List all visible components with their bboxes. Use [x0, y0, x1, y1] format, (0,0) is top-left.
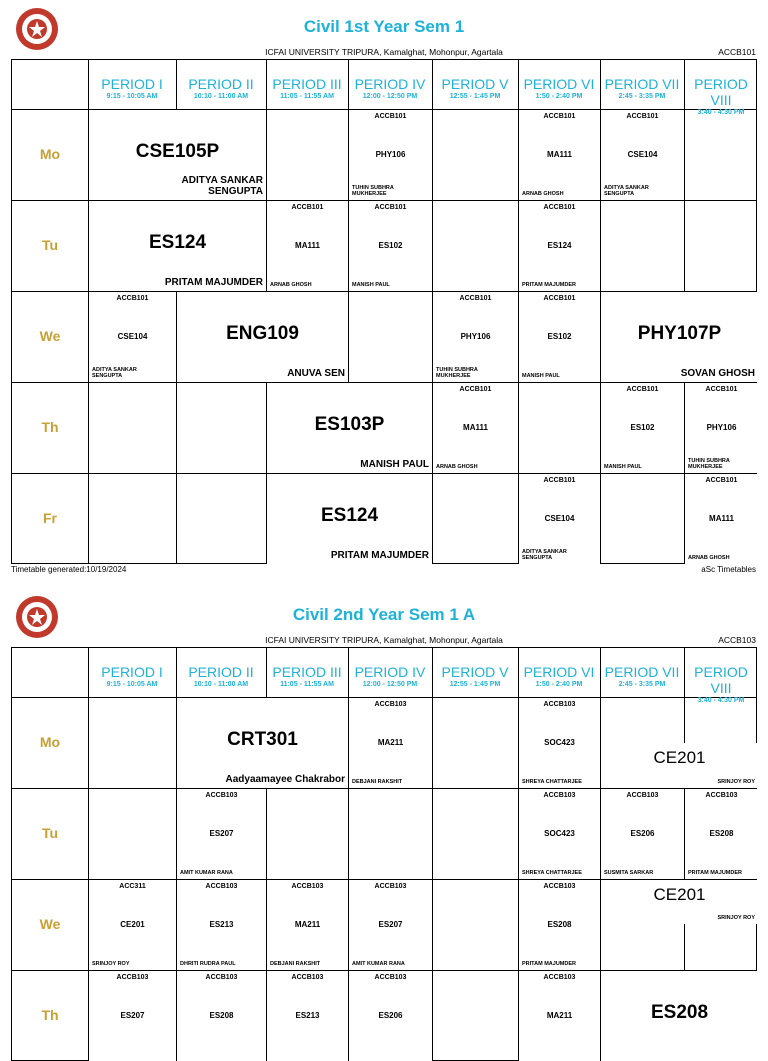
lesson-cell[interactable]	[601, 971, 758, 1061]
lesson-teacher: SOVAN GHOSH	[680, 368, 755, 379]
timetable-title: Civil 1st Year Sem 1	[303, 17, 465, 36]
lesson-cell[interactable]	[601, 880, 758, 924]
period-name: PERIOD VII	[604, 76, 680, 92]
period-time: 2:45 - 3:35 PM	[618, 93, 666, 100]
lesson-subject: MA111	[547, 150, 572, 159]
lesson-teacher: TUHIN SUBHRA MUKHERJEE	[352, 185, 394, 197]
lesson-room: ACCB101	[291, 204, 324, 211]
period-header	[176, 664, 266, 688]
day-label: Th	[41, 418, 59, 435]
period-header	[348, 76, 432, 100]
lesson-cell[interactable]	[433, 383, 518, 473]
lesson-subject: MA111	[295, 241, 320, 250]
period-name: PERIOD IV	[354, 76, 426, 92]
period-header	[518, 664, 600, 688]
period-name: PERIOD VI	[523, 76, 595, 92]
lesson-teacher: MANISH PAUL	[522, 373, 560, 379]
lesson-subject: ES103P	[314, 414, 385, 435]
period-header	[518, 76, 600, 100]
lesson-teacher: DEBJANI RAKSHIT	[270, 961, 321, 967]
lesson-room: ACCB103	[116, 974, 149, 981]
lesson-subject: ES208	[650, 1002, 709, 1023]
lesson-cell[interactable]	[519, 292, 600, 382]
lesson-room: ACCB101	[116, 295, 149, 302]
lesson-teacher: PRITAM MAJUMDER	[164, 277, 263, 288]
lesson-subject: CE201	[653, 748, 706, 767]
lesson-cell[interactable]	[519, 880, 600, 970]
timetable-grid	[11, 647, 757, 1061]
period-header	[432, 76, 518, 100]
lesson-room: ACCB103	[626, 792, 659, 799]
period-name: PERIOD I	[101, 664, 163, 680]
timetable-grid	[11, 59, 757, 564]
lesson-teacher: AMIT KUMAR RANA	[352, 961, 405, 967]
lesson-subject: CSE104	[544, 514, 575, 523]
lesson-cell[interactable]	[519, 698, 600, 788]
lesson-subject: ES213	[295, 1011, 320, 1020]
lesson-room: ACCB101	[626, 113, 659, 120]
lesson-room: ACCB101	[705, 477, 738, 484]
lesson-subject: CSE104	[627, 150, 658, 159]
lesson-cell[interactable]	[177, 971, 266, 1061]
day-label: Mo	[39, 733, 61, 750]
lesson-subject: CE201	[653, 885, 706, 904]
period-time: 3:40 - 4:30 PM	[697, 109, 745, 116]
lesson-subject: ES102	[630, 423, 655, 432]
lesson-subject: CSE104	[117, 332, 148, 341]
room-code: ACCB101	[718, 47, 756, 57]
lesson-room: ACCB103	[705, 792, 738, 799]
lesson-subject: ES206	[630, 829, 655, 838]
lesson-teacher: ANUVA SEN	[287, 368, 345, 379]
lesson-subject: ES124	[547, 241, 572, 250]
period-name: PERIOD III	[272, 664, 342, 680]
lesson-teacher: ARNAB GHOSH	[688, 555, 730, 561]
lesson-subject: ES213	[209, 920, 234, 929]
period-header	[88, 664, 176, 688]
day-label: Fr	[43, 509, 57, 526]
lesson-teacher: ADITYA SANKAR SENGUPTA	[181, 175, 263, 197]
period-time: 2:45 - 3:35 PM	[618, 681, 666, 688]
lesson-teacher: SHREYA CHATTARJEE	[522, 870, 582, 876]
lesson-cell[interactable]	[349, 880, 432, 970]
lesson-subject: ES207	[209, 829, 234, 838]
software-credit: aSc Timetables	[701, 565, 756, 574]
lesson-cell[interactable]	[519, 474, 600, 564]
period-name: PERIOD VIII	[694, 664, 748, 696]
lesson-room: ACCB103	[205, 974, 238, 981]
lesson-cell[interactable]	[601, 110, 684, 200]
lesson-cell[interactable]	[519, 789, 600, 879]
lesson-cell[interactable]	[89, 971, 176, 1061]
lesson-subject: ES124	[148, 232, 207, 253]
lesson-teacher: MANISH PAUL	[352, 282, 390, 288]
lesson-teacher: DHRITI RUDRA PAUL	[180, 961, 236, 967]
period-time: 1:50 - 2:40 PM	[535, 93, 583, 100]
lesson-teacher: SRINJOY ROY	[92, 961, 130, 967]
lesson-cell[interactable]	[267, 880, 348, 970]
lesson-cell[interactable]	[433, 292, 518, 382]
lesson-teacher: TUHIN SUBHRA MUKHERJEE	[688, 458, 730, 470]
lesson-room: ACC311	[119, 883, 146, 890]
lesson-cell[interactable]	[349, 110, 432, 200]
lesson-subject: ES102	[378, 241, 403, 250]
period-header	[600, 76, 684, 100]
lesson-subject: PHY106	[460, 332, 491, 341]
lesson-teacher: ADITYA SANKAR SENGUPTA	[604, 185, 649, 197]
period-time: 9:15 - 10:05 AM	[106, 681, 158, 688]
lesson-cell[interactable]	[519, 971, 600, 1061]
lesson-subject: MA211	[294, 920, 321, 929]
lesson-teacher: PRITAM MAJUMDER	[522, 961, 576, 967]
lesson-room: ACCB103	[374, 883, 407, 890]
period-name: PERIOD VII	[604, 664, 680, 680]
period-time: 12:55 - 1:45 PM	[449, 93, 501, 100]
lesson-subject: ES208	[709, 829, 734, 838]
period-name: PERIOD V	[441, 76, 509, 92]
lesson-teacher: ADITYA SANKAR SENGUPTA	[92, 367, 137, 379]
lesson-teacher: TUHIN SUBHRA MUKHERJEE	[436, 367, 478, 379]
lesson-room: ACCB103	[543, 883, 576, 890]
period-name: PERIOD V	[441, 664, 509, 680]
lesson-room: ACCB103	[543, 974, 576, 981]
lesson-room: ACCB101	[374, 204, 407, 211]
lesson-subject: MA211	[546, 1011, 573, 1020]
lesson-subject: ES208	[209, 1011, 234, 1020]
period-time: 12:55 - 1:45 PM	[449, 681, 501, 688]
lesson-teacher: MANISH PAUL	[604, 464, 642, 470]
day-label: Tu	[41, 824, 59, 841]
lesson-cell[interactable]	[349, 201, 432, 291]
lesson-subject: PHY106	[706, 423, 737, 432]
day-label: Tu	[41, 236, 59, 253]
institute-address: ICFAI UNIVERSITY TRIPURA, Kamalghat, Mohonpur, Agartala	[265, 635, 503, 645]
period-header	[432, 664, 518, 688]
lesson-cell[interactable]	[177, 698, 348, 788]
lesson-cell[interactable]	[601, 789, 684, 879]
timetable-2	[0, 588, 768, 1024]
lesson-subject: SOC423	[544, 738, 575, 747]
period-header	[88, 76, 176, 100]
lesson-cell[interactable]	[267, 971, 348, 1061]
lesson-room: ACCB103	[205, 883, 238, 890]
period-header	[348, 664, 432, 688]
lesson-room: ACCB101	[543, 204, 576, 211]
institute-address: ICFAI UNIVERSITY TRIPURA, Kamalghat, Mohonpur, Agartala	[265, 47, 503, 57]
lesson-cell[interactable]	[349, 698, 432, 788]
lesson-teacher: ARNAB GHOSH	[436, 464, 478, 470]
period-time: 12:00 - 12:50 PM	[362, 681, 418, 688]
lesson-subject: ENG109	[226, 323, 299, 344]
lesson-cell[interactable]	[685, 789, 758, 879]
lesson-teacher: SRINJOY ROY	[717, 779, 755, 785]
lesson-teacher: PRITAM MAJUMDER	[522, 282, 576, 288]
period-name: PERIOD II	[188, 664, 254, 680]
lesson-teacher: PRITAM MAJUMDER	[688, 870, 742, 876]
lesson-subject: PHY106	[375, 150, 406, 159]
period-header	[684, 664, 758, 704]
lesson-teacher: SUSMITA SARKAR	[604, 870, 654, 876]
lesson-subject: MA111	[463, 423, 488, 432]
lesson-cell[interactable]	[89, 292, 176, 382]
lesson-room: ACCB103	[291, 883, 324, 890]
lesson-teacher: MANISH PAUL	[360, 459, 429, 470]
period-name: PERIOD IV	[354, 664, 426, 680]
generated-date: Timetable generated:10/19/2024	[11, 565, 127, 574]
lesson-room: ACCB103	[291, 974, 324, 981]
period-name: PERIOD I	[101, 76, 163, 92]
lesson-subject: SOC423	[544, 829, 575, 838]
day-label: Th	[41, 1006, 59, 1023]
lesson-room: ACCB101	[626, 386, 659, 393]
lesson-room: ACCB101	[543, 477, 576, 484]
lesson-subject: ES206	[378, 1011, 403, 1020]
period-name: PERIOD III	[272, 76, 342, 92]
lesson-teacher: SHREYA CHATTARJEE	[522, 779, 582, 785]
lesson-teacher: Aadyaamayee Chakrabor	[225, 774, 345, 785]
period-header	[266, 76, 348, 100]
period-time: 10:10 - 11:00 AM	[193, 93, 249, 100]
lesson-cell[interactable]	[177, 880, 266, 970]
lesson-teacher: ADITYA SANKAR SENGUPTA	[522, 549, 567, 561]
lesson-room: ACCB103	[543, 701, 576, 708]
lesson-cell[interactable]	[601, 743, 758, 788]
lesson-cell[interactable]	[601, 292, 758, 382]
lesson-cell[interactable]	[89, 880, 176, 970]
lesson-cell[interactable]	[267, 201, 348, 291]
lesson-teacher: AMIT KUMAR RANA	[180, 870, 233, 876]
period-name: PERIOD II	[188, 76, 254, 92]
lesson-cell[interactable]	[685, 474, 758, 564]
period-time: 1:50 - 2:40 PM	[535, 681, 583, 688]
lesson-room: ACCB103	[374, 701, 407, 708]
lesson-subject: ES208	[547, 920, 572, 929]
day-label: We	[39, 327, 61, 344]
lesson-subject: MA211	[377, 738, 404, 747]
lesson-teacher: DEBJANI RAKSHIT	[352, 779, 403, 785]
lesson-cell[interactable]	[89, 201, 266, 291]
lesson-subject: ES207	[120, 1011, 145, 1020]
lesson-teacher: ARNAB GHOSH	[270, 282, 312, 288]
lesson-cell[interactable]	[685, 383, 758, 473]
period-header	[684, 76, 758, 116]
lesson-cell[interactable]	[267, 383, 432, 473]
day-label: We	[39, 915, 61, 932]
lesson-subject: ES207	[378, 920, 403, 929]
lesson-subject: CRT301	[227, 729, 298, 750]
lesson-subject: ES124	[320, 505, 379, 526]
lesson-subject: CSE105P	[135, 141, 220, 162]
lesson-room: ACCB101	[459, 386, 492, 393]
period-time: 12:00 - 12:50 PM	[362, 93, 418, 100]
lesson-room: ACCB101	[543, 113, 576, 120]
lesson-room: ACCB103	[543, 792, 576, 799]
lesson-cell[interactable]	[267, 474, 432, 564]
period-time: 3:40 - 4:30 PM	[697, 697, 745, 704]
period-header	[176, 76, 266, 100]
room-code: ACCB103	[718, 635, 756, 645]
period-time: 9:15 - 10:05 AM	[106, 93, 158, 100]
period-time: 10:10 - 11:00 AM	[193, 681, 249, 688]
period-time: 11:05 - 11:55 AM	[280, 93, 334, 100]
lesson-room: ACCB103	[374, 974, 407, 981]
lesson-room: ACCB103	[205, 792, 238, 799]
lesson-subject: CE201	[120, 920, 145, 929]
grid-column-line	[432, 648, 433, 1060]
lesson-subject: PHY107P	[637, 323, 722, 344]
lesson-teacher: SRINJOY ROY	[717, 915, 755, 921]
lesson-cell[interactable]	[177, 292, 348, 382]
period-header	[266, 664, 348, 688]
lesson-subject: MA111	[709, 514, 734, 523]
lesson-room: ACCB101	[459, 295, 492, 302]
lesson-cell[interactable]	[349, 971, 432, 1061]
lesson-cell[interactable]	[519, 110, 600, 200]
lesson-cell[interactable]	[601, 383, 684, 473]
lesson-cell[interactable]	[89, 110, 266, 200]
period-name: PERIOD VIII	[694, 76, 748, 108]
lesson-cell[interactable]	[177, 789, 266, 879]
lesson-room: ACCB101	[374, 113, 407, 120]
lesson-teacher: ARNAB GHOSH	[522, 191, 564, 197]
day-label: Mo	[39, 145, 61, 162]
period-name: PERIOD VI	[523, 664, 595, 680]
lesson-room: ACCB101	[705, 386, 738, 393]
lesson-teacher: PRITAM MAJUMDER	[330, 550, 429, 561]
lesson-room: ACCB101	[543, 295, 576, 302]
period-time: 11:05 - 11:55 AM	[280, 681, 334, 688]
lesson-subject: ES102	[547, 332, 572, 341]
lesson-cell[interactable]	[519, 201, 600, 291]
period-header	[600, 664, 684, 688]
timetable-title: Civil 2nd Year Sem 1 A	[292, 605, 476, 624]
